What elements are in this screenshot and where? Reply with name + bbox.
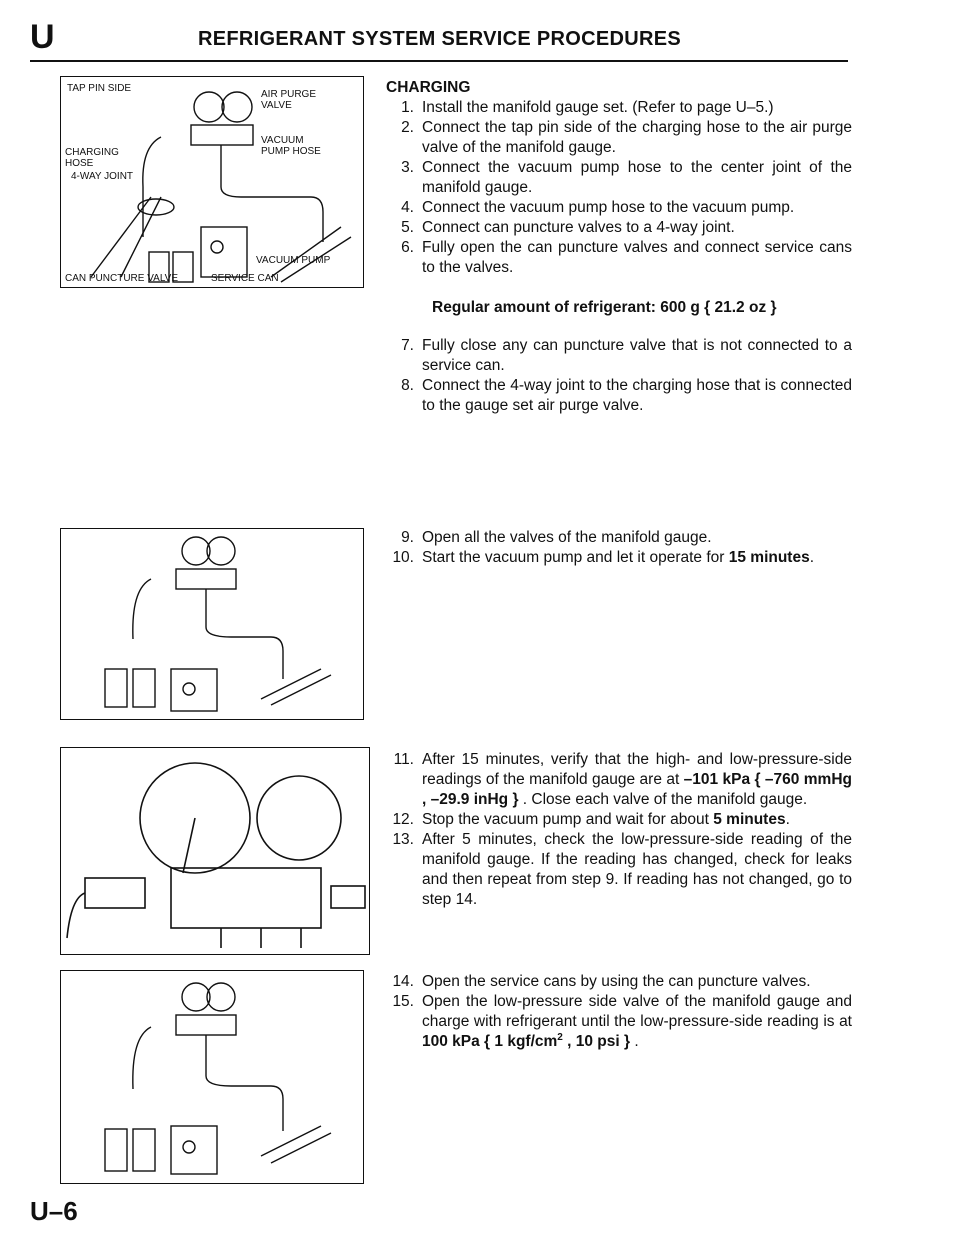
label-service-can: SERVICE CAN — [211, 273, 279, 284]
label-vacuum-pump: VACUUM PUMP — [256, 255, 331, 266]
vacuum-setup-illustration — [61, 529, 363, 719]
label-4-way-joint: 4-WAY JOINT — [71, 171, 134, 182]
section-title-charging: CHARGING — [386, 79, 471, 96]
figure-charging-cans — [60, 970, 364, 1184]
label-can-puncture-valve: CAN PUNCTURE VALVE — [65, 273, 178, 284]
step-3: 3. Connect the vacuum pump hose to the center joint of the manifold gauge. — [401, 159, 852, 196]
step-7: 7. Fully close any can puncture valve that is not connected to a service can. — [401, 337, 852, 374]
label-air-purge-valve: AIR PURGE VALVE — [261, 89, 317, 111]
page-title: REFRIGERANT SYSTEM SERVICE PROCEDURES — [198, 28, 682, 50]
step-8: 8. Connect the 4-way joint to the charging hose that is connected to the gauge set air purge valve. — [401, 377, 852, 414]
label-charging-hose: CHARGING HOSE — [65, 147, 119, 169]
charging-instructions — [386, 78, 852, 416]
header-rule — [30, 60, 848, 62]
vacuum-instructions — [386, 528, 852, 568]
step-5: 5. Connect can puncture valves to a 4-way joint. — [401, 219, 735, 236]
page-number: U–6 — [30, 1196, 78, 1226]
step-2: 2. Connect the tap pin side of the charging hose to the air purge valve of the manifold gauge. — [401, 119, 852, 156]
step-12: 12. Stop the vacuum pump and wait for about 5 minutes. — [392, 811, 790, 828]
step-1: 1. Install the manifold gauge set. (Refer to page U–5.) — [401, 99, 774, 116]
refrigerant-spec: Regular amount of refrigerant: 600 g { 21.2 oz } — [432, 299, 777, 316]
section-letter: U — [30, 18, 55, 56]
charge-instructions — [386, 972, 852, 1052]
step-11: 11. After 15 minutes, verify that the high- and low-pressure-side readings of the manifold gauge are at –101 kPa { –760 mmHg , –29.9 inHg } . Close each valve of the manifold gauge. — [393, 751, 852, 808]
figure-vacuum-setup — [60, 528, 364, 720]
step-9: 9. Open all the valves of the manifold gauge. — [401, 529, 712, 546]
verify-instructions — [386, 750, 852, 910]
step-4: 4. Connect the vacuum pump hose to the vacuum pump. — [401, 199, 795, 216]
step-14: 14. Open the service cans by using the can puncture valves. — [392, 973, 811, 990]
label-vacuum-pump-hose: VACUUM PUMP HOSE — [261, 135, 321, 157]
figure-charging-setup — [60, 76, 364, 288]
charging-cans-illustration — [61, 971, 363, 1183]
step-10: 10. Start the vacuum pump and let it operate for 15 minutes. — [392, 549, 815, 566]
manifold-gauge-illustration — [61, 748, 369, 954]
step-15: 15. Open the low-pressure side valve of the manifold gauge and charge with refrigerant until the low-pressure-side reading is at 100 kPa { 1 kgf/$cm^2$ , 10 psi } . — [392, 993, 852, 1050]
step-13: 13. After 5 minutes, check the low-pressure-side reading of the manifold gauge. If the reading has changed, check for leaks and then repeat from step 9. If reading has not changed, go to step 14. — [392, 831, 852, 908]
step-6: 6. Fully open the can puncture valves and connect service cans to the valves. — [401, 239, 852, 276]
label-tap-pin-side: TAP PIN SIDE — [67, 83, 132, 94]
figure-manifold-gauge — [60, 747, 370, 955]
